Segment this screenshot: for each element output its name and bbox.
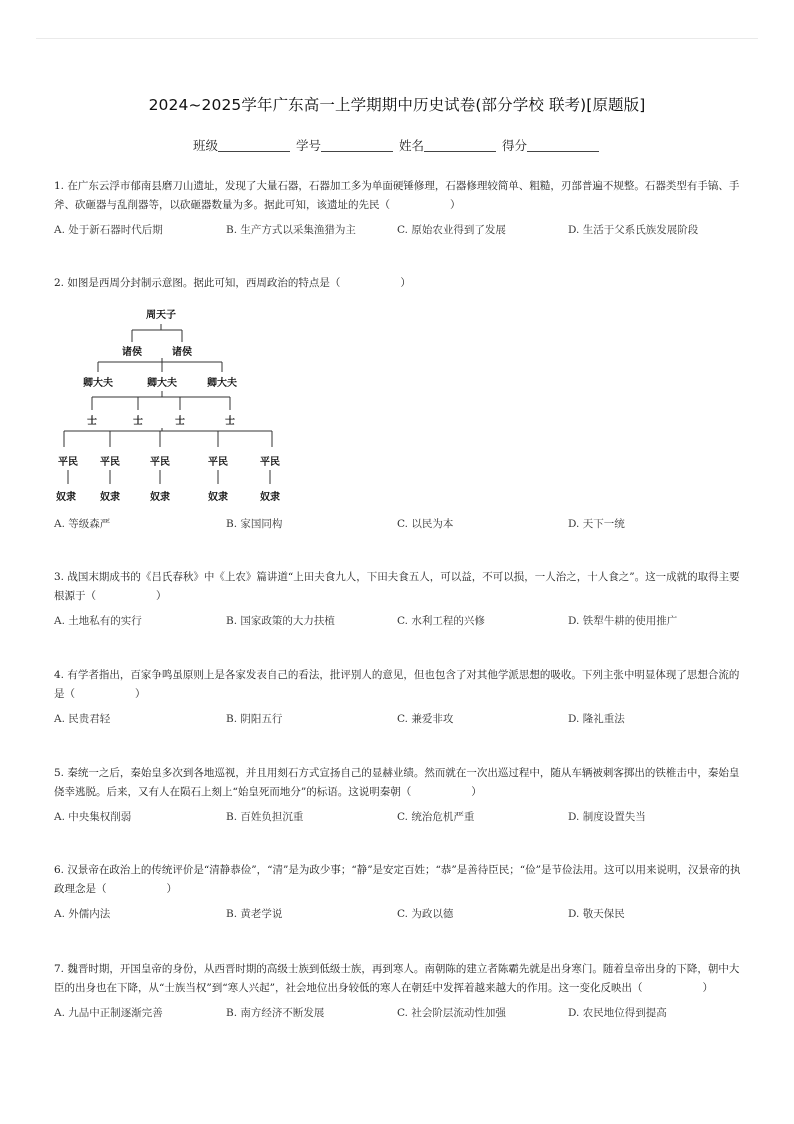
diagram-slave: 奴隶 <box>56 492 76 503</box>
option-b[interactable]: B. 黄老学说 <box>226 908 283 920</box>
diagram-lord: 诸侯 <box>172 347 192 358</box>
question-2-options <box>54 515 744 533</box>
options-row <box>54 1004 744 1022</box>
question-stem: 6. 汉景帝在政治上的传统评价是“清静恭俭”，“清”是为政少事；“静”是安定百姓；“恭”是善待臣民；“俭”是节俭法用。这可以用来说明，汉景帝的执政理念是（ ） <box>54 864 741 895</box>
name-blank[interactable] <box>424 138 496 152</box>
diagram-minister: 卿大夫 <box>83 378 113 389</box>
option-b[interactable]: B. 百姓负担沉重 <box>226 811 304 823</box>
diagram-slave: 奴隶 <box>208 492 228 503</box>
options-row <box>54 221 744 239</box>
diagram-commoner: 平民 <box>208 457 228 468</box>
class-blank[interactable] <box>218 138 290 152</box>
exam-title: 2024~2025学年广东高一上学期期中历史试卷(部分学校 联考)[原题版] <box>148 96 646 114</box>
option-c[interactable]: C. 统治危机严重 <box>397 811 475 823</box>
option-d[interactable]: D. 制度设置失当 <box>568 811 646 823</box>
class-label: 班级 <box>192 138 218 153</box>
diagram-lord: 诸侯 <box>122 347 142 358</box>
option-d[interactable]: D. 生活于父系氏族发展阶段 <box>568 224 699 236</box>
diagram-slave: 奴隶 <box>150 492 170 503</box>
option-d[interactable]: D. 铁犁牛耕的使用推广 <box>568 615 678 627</box>
question-5 <box>54 764 744 826</box>
score-label: 得分 <box>501 138 527 153</box>
fengjian-diagram <box>52 302 292 508</box>
option-b[interactable]: B. 国家政策的大力扶植 <box>226 615 335 627</box>
diagram-commoner: 平民 <box>100 457 120 468</box>
option-a[interactable]: A. 土地私有的实行 <box>54 615 142 627</box>
diagram-scholar: 士 <box>87 416 97 427</box>
option-d[interactable]: D. 天下一统 <box>568 518 625 530</box>
option-d[interactable]: D. 农民地位得到提高 <box>568 1007 667 1019</box>
option-a[interactable]: A. 等级森严 <box>54 518 111 530</box>
option-a[interactable]: A. 外儒内法 <box>54 908 111 920</box>
id-label: 学号 <box>295 138 321 153</box>
option-b[interactable]: B. 家国同构 <box>226 518 283 530</box>
question-6 <box>54 861 744 923</box>
diagram-commoner: 平民 <box>260 457 280 468</box>
option-c[interactable]: C. 水利工程的兴修 <box>397 615 485 627</box>
question-stem: 4. 有学者指出，百家争鸣虽原则上是各家发表自己的看法，批评别人的意见，但也包含了对其他学派思想的吸收。下列主张中明显体现了思想合流的是（ ） <box>54 669 740 700</box>
id-blank[interactable] <box>321 138 393 152</box>
options-row <box>54 710 744 728</box>
diagram-slave: 奴隶 <box>260 492 280 503</box>
option-c[interactable]: C. 为政以德 <box>397 908 454 920</box>
student-info-row <box>0 136 794 154</box>
diagram-commoner: 平民 <box>58 457 78 468</box>
diagram-scholar: 士 <box>175 416 185 427</box>
options-row <box>54 612 744 630</box>
option-a[interactable]: A. 九品中正制逐渐完善 <box>54 1007 163 1019</box>
option-c[interactable]: C. 原始农业得到了发展 <box>397 224 506 236</box>
question-stem: 5. 秦统一之后，秦始皇多次到各地巡视，并且用刻石方式宣扬自己的显赫业绩。然而就在一次出巡过程中，随从车辆被刺客掷出的铁椎击中，秦始皇侥幸逃脱。后来，又有人在陨石上刻上“始皇死而地分”的标语。这说明秦朝（ ） <box>54 767 740 798</box>
option-d[interactable]: D. 隆礼重法 <box>568 713 625 725</box>
question-3 <box>54 568 744 630</box>
options-row <box>54 808 744 826</box>
option-a[interactable]: A. 民贵君轻 <box>54 713 111 725</box>
options-row <box>54 515 744 533</box>
diagram-minister: 卿大夫 <box>147 378 177 389</box>
diagram-slave: 奴隶 <box>100 492 120 503</box>
option-b[interactable]: B. 南方经济不断发展 <box>226 1007 325 1019</box>
name-label: 姓名 <box>398 138 424 153</box>
option-a[interactable]: A. 中央集权削弱 <box>54 811 132 823</box>
question-stem: 3. 战国末期成书的《吕氏春秋》中《上农》篇讲道“上田夫食九人，下田夫食五人，可以益，不可以损，一人治之，十人食之”。这一成就的取得主要根源于（ ） <box>54 571 740 602</box>
option-a[interactable]: A. 处于新石器时代后期 <box>54 224 163 236</box>
score-blank[interactable] <box>527 138 599 152</box>
question-2 <box>54 274 744 293</box>
question-4 <box>54 666 744 728</box>
page-top-rule <box>36 38 758 39</box>
option-b[interactable]: B. 生产方式以采集渔猎为主 <box>226 224 356 236</box>
options-row <box>54 905 744 923</box>
diagram-commoner: 平民 <box>150 457 170 468</box>
diagram-scholar: 士 <box>133 416 143 427</box>
option-d[interactable]: D. 敬天保民 <box>568 908 625 920</box>
question-7 <box>54 960 744 1022</box>
diagram-minister: 卿大夫 <box>207 378 237 389</box>
diagram-king: 周天子 <box>146 310 176 321</box>
option-c[interactable]: C. 兼爱非攻 <box>397 713 454 725</box>
option-c[interactable]: C. 以民为本 <box>397 518 454 530</box>
option-c[interactable]: C. 社会阶层流动性加强 <box>397 1007 506 1019</box>
question-stem: 2. 如图是西周分封制示意图。据此可知，西周政治的特点是（ ） <box>54 277 411 289</box>
question-stem: 7. 魏晋时期，开国皇帝的身份，从西晋时期的高级士族到低级士族，再到寒人。南朝陈的建立者陈霸先就是出身寒门。随着皇帝出身的下降，朝中大臣的出身也在下降，从“士族当权”到“寒人兴起”，社会地位出身较低的寒人在朝廷中发挥着越来越大的作用。这一变化反映出（ ） <box>54 963 740 994</box>
question-1 <box>54 177 744 239</box>
question-stem: 1. 在广东云浮市郁南县磨刀山遗址，发现了大量石器，石器加工多为单面硬锤修理，石器修理较简单、粗糙，刃部普遍不规整。石器类型有手镐、手斧、砍砸器与乱削器等，以砍砸器数量为多。据此可知，该遗址的先民（ ） <box>54 180 740 211</box>
diagram-scholar: 士 <box>225 416 235 427</box>
option-b[interactable]: B. 阴阳五行 <box>226 713 283 725</box>
